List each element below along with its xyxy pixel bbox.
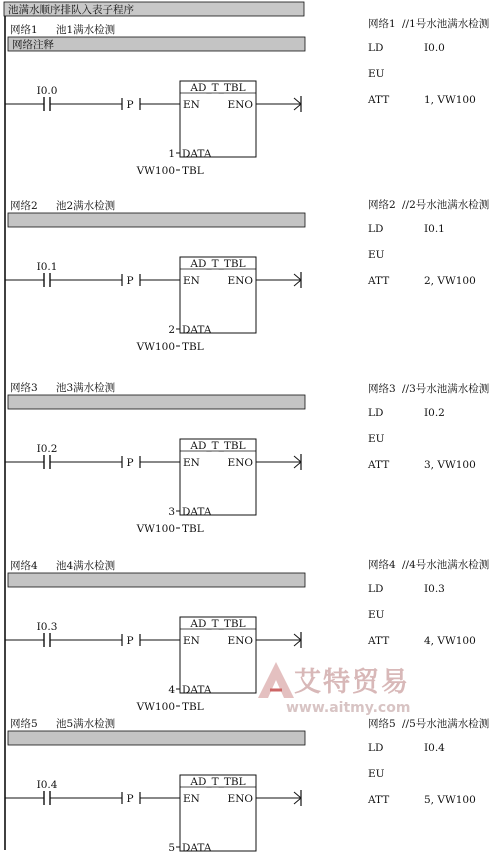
stl-operand: I0.1 — [424, 223, 445, 235]
stl-network-label: 网络2 — [368, 199, 396, 211]
stl-instruction: ATT — [368, 275, 390, 287]
contact-address: I0.3 — [36, 621, 58, 633]
network-title: 池2满水检测 — [56, 200, 116, 212]
stl-instruction: LD — [368, 407, 384, 419]
data-value: 4 — [168, 684, 175, 696]
eno-pin: ENO — [227, 635, 253, 647]
block-name: AD_T_TBL — [190, 82, 246, 94]
stl-network-label: 网络5 — [368, 718, 396, 730]
program-title: 池满水顺序排队入表子程序 — [8, 4, 134, 16]
pulse-label: P — [126, 457, 134, 469]
stl-operand: I0.2 — [424, 407, 445, 419]
tbl-value: VW100 — [136, 165, 175, 177]
stl-instruction: LD — [368, 42, 384, 54]
tbl-pin: TBL — [182, 523, 204, 535]
network-comment: 网络注释 — [12, 39, 54, 51]
output-arrow-lower — [294, 798, 301, 804]
block-name: AD_T_TBL — [190, 776, 246, 788]
block-name: AD_T_TBL — [190, 618, 246, 630]
stl-operand: 4, VW100 — [424, 635, 476, 647]
stl-network-label: 网络4 — [368, 559, 396, 571]
tbl-pin: TBL — [182, 165, 204, 177]
data-value: 5 — [168, 842, 175, 853]
output-arrow-upper — [294, 456, 301, 462]
tbl-pin: TBL — [182, 701, 204, 713]
watermark-logo-icon — [256, 660, 296, 700]
tbl-pin: TBL — [182, 341, 204, 353]
stl-instruction: LD — [368, 742, 384, 754]
contact-address: I0.2 — [36, 443, 58, 455]
stl-operand: I0.4 — [424, 742, 445, 754]
stl-comment: //1号水池满水检测 — [402, 18, 490, 30]
data-value: 1 — [168, 148, 175, 160]
stl-instruction: EU — [368, 68, 385, 80]
output-arrow-upper — [294, 274, 301, 280]
output-arrow-upper — [294, 792, 301, 798]
stl-operand: 1, VW100 — [424, 94, 476, 106]
stl-instruction: ATT — [368, 94, 390, 106]
output-arrow-lower — [294, 280, 301, 286]
data-value: 3 — [168, 506, 175, 518]
stl-operand: 2, VW100 — [424, 275, 476, 287]
data-pin: DATA — [182, 684, 212, 696]
pulse-label: P — [126, 635, 134, 647]
network-label: 网络4 — [10, 560, 38, 572]
stl-operand: 5, VW100 — [424, 794, 476, 806]
stl-operand: 3, VW100 — [424, 459, 476, 471]
stl-instruction: LD — [368, 583, 384, 595]
output-arrow-upper — [294, 98, 301, 104]
network-label: 网络3 — [10, 382, 38, 394]
network-comment-bar — [8, 731, 305, 745]
tbl-value: VW100 — [136, 341, 175, 353]
tbl-value: VW100 — [136, 701, 175, 713]
stl-instruction: LD — [368, 223, 384, 235]
stl-network-label: 网络1 — [368, 18, 396, 30]
output-arrow-lower — [294, 104, 301, 110]
pulse-label: P — [126, 275, 134, 287]
network-comment-bar — [8, 395, 305, 409]
network-title: 池4满水检测 — [56, 560, 116, 572]
stl-comment: //4号水池满水检测 — [402, 559, 490, 571]
contact-address: I0.0 — [36, 85, 58, 97]
en-pin: EN — [183, 635, 200, 647]
en-pin: EN — [183, 275, 200, 287]
data-pin: DATA — [182, 506, 212, 518]
data-pin: DATA — [182, 842, 212, 853]
stl-instruction: EU — [368, 433, 385, 445]
contact-address: I0.1 — [36, 261, 58, 273]
stl-operand: I0.0 — [424, 42, 445, 54]
stl-instruction: ATT — [368, 794, 390, 806]
stl-comment: //5号水池满水检测 — [402, 718, 490, 730]
output-arrow-lower — [294, 462, 301, 468]
pulse-label: P — [126, 793, 134, 805]
eno-pin: ENO — [227, 793, 253, 805]
data-pin: DATA — [182, 324, 212, 336]
output-arrow-upper — [294, 634, 301, 640]
watermark — [256, 660, 456, 730]
block-name: AD_T_TBL — [190, 258, 246, 270]
stl-operand: I0.3 — [424, 583, 445, 595]
network-title: 池3满水检测 — [56, 382, 116, 394]
stl-network-label: 网络3 — [368, 383, 396, 395]
watermark-title: 艾特贸易 — [294, 667, 410, 698]
pulse-label: P — [126, 99, 134, 111]
data-pin: DATA — [182, 148, 212, 160]
network-title: 池1满水检测 — [56, 24, 116, 36]
network-comment-bar — [8, 573, 305, 587]
network-title: 池5满水检测 — [56, 718, 116, 730]
en-pin: EN — [183, 457, 200, 469]
tbl-value: VW100 — [136, 523, 175, 535]
network-label: 网络2 — [10, 200, 38, 212]
stl-instruction: EU — [368, 768, 385, 780]
en-pin: EN — [183, 99, 200, 111]
stl-comment: //2号水池满水检测 — [402, 199, 490, 211]
contact-address: I0.4 — [36, 779, 58, 791]
eno-pin: ENO — [227, 99, 253, 111]
stl-instruction: EU — [368, 609, 385, 621]
en-pin: EN — [183, 793, 200, 805]
eno-pin: ENO — [227, 275, 253, 287]
stl-instruction: ATT — [368, 459, 390, 471]
block-name: AD_T_TBL — [190, 440, 246, 452]
data-value: 2 — [168, 324, 175, 336]
eno-pin: ENO — [227, 457, 253, 469]
stl-instruction: EU — [368, 249, 385, 261]
network-comment-bar — [8, 213, 305, 227]
network-label: 网络1 — [10, 24, 38, 36]
network-label: 网络5 — [10, 718, 38, 730]
stl-instruction: ATT — [368, 635, 390, 647]
watermark-url: www.aitmy.com — [286, 700, 411, 716]
output-arrow-lower — [294, 640, 301, 646]
stl-comment: //3号水池满水检测 — [402, 383, 490, 395]
